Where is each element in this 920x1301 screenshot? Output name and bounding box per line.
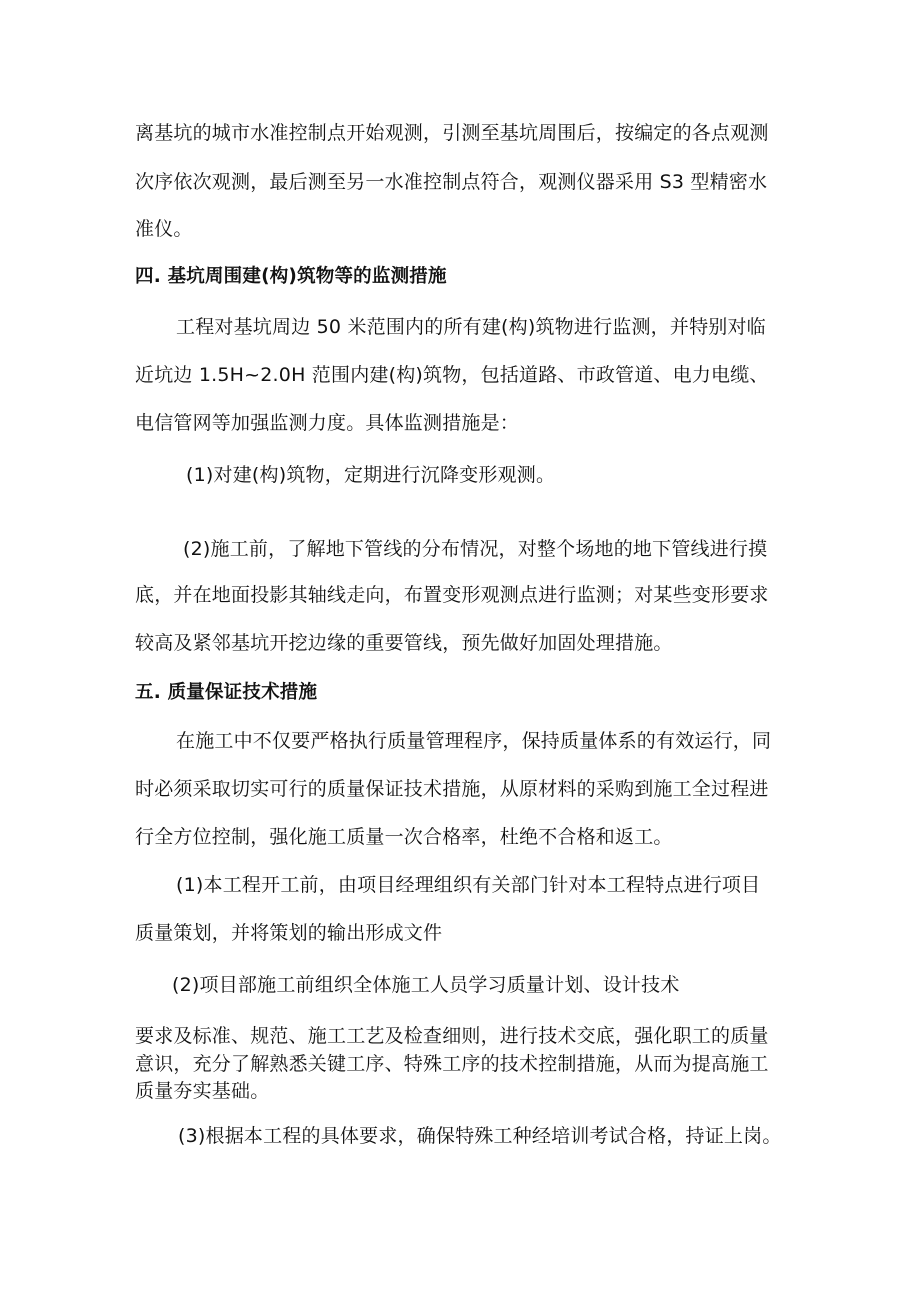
section-heading-5: 五. 质量保证技术措施 — [135, 682, 318, 703]
list-item-quality-2-line-4: 质量夯实基础。 — [135, 1080, 270, 1102]
list-item-quality-2-line-1: (2)项目部施工前组织全体施工人员学习质量计划、设计技术 — [172, 974, 680, 996]
paragraph-line-1: 离基坑的城市水准控制点开始观测，引测至基坑周围后，按编定的各点观测 — [135, 122, 769, 144]
list-item-quality-1-line-1: (1)本工程开工前，由项目经理组织有关部门针对本工程特点进行项目 — [176, 874, 761, 896]
list-item-1: (1)对建(构)筑物，定期进行沉降变形观测。 — [186, 464, 556, 486]
paragraph-line-3: 准仪。 — [135, 218, 193, 240]
list-item-quality-1-line-2: 质量策划，并将策划的输出形成文件 — [135, 922, 443, 944]
paragraph-line-14: 时必须采取切实可行的质量保证技术措施，从原材料的采购到施工全过程进 — [135, 778, 769, 800]
paragraph-line-13: 在施工中不仅要严格执行质量管理程序，保持质量体系的有效运行，同 — [176, 730, 772, 752]
list-item-quality-2-line-3: 意识，充分了解熟悉关键工序、特殊工序的技术控制措施，从而为提高施工 — [135, 1053, 769, 1075]
list-item-quality-3: (3)根据本工程的具体要求，确保特殊工种经培训考试合格，持证上岗。 — [178, 1125, 782, 1147]
paragraph-line-15: 行全方位控制，强化施工质量一次合格率，杜绝不合格和返工。 — [135, 826, 673, 848]
section-heading-4: 四. 基坑周围建(构)筑物等的监测措施 — [135, 266, 447, 287]
list-item-2-line-2: 底，并在地面投影其轴线走向，布置变形观测点进行监测；对某些变形要求 — [135, 584, 769, 606]
paragraph-line-5: 工程对基坑周边 50 米范围内的所有建(构)筑物进行监测，并特别对临 — [176, 316, 766, 338]
list-item-2-line-1: (2)施工前，了解地下管线的分布情况，对整个场地的地下管线进行摸 — [183, 538, 768, 560]
list-item-quality-2-line-2: 要求及标准、规范、施工工艺及检查细则，进行技术交底，强化职工的质量 — [135, 1025, 769, 1047]
list-item-2-line-3: 较高及紧邻基坑开挖边缘的重要管线，预先做好加固处理措施。 — [135, 632, 673, 654]
paragraph-line-7: 电信管网等加强监测力度。具体监测措施是： — [135, 412, 520, 434]
paragraph-line-6: 近坑边 1.5H~2.0H 范围内建(构)筑物，包括道路、市政管道、电力电缆、 — [135, 364, 769, 386]
paragraph-line-2: 次序依次观测，最后测至另一水准控制点符合，观测仪器采用 S3 型精密水 — [135, 171, 768, 193]
